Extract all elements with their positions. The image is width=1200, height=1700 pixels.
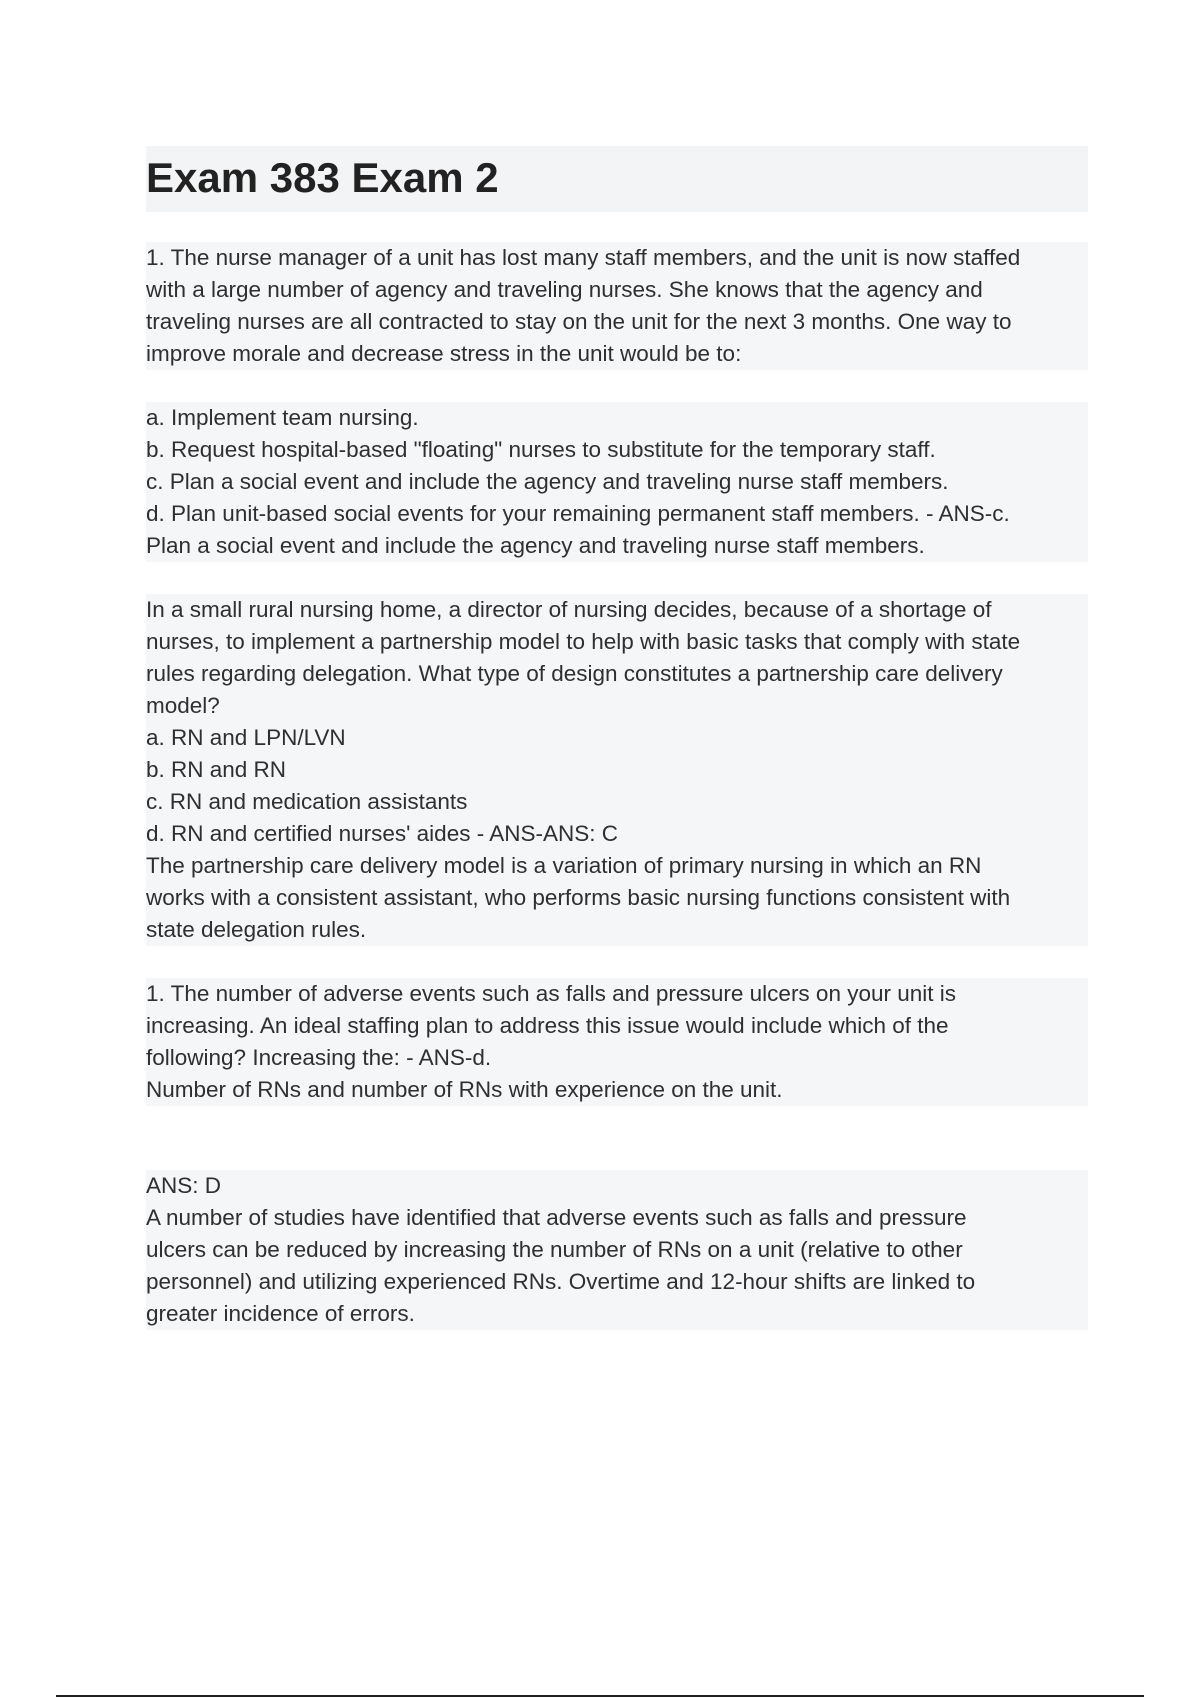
q3-rationale-line: ulcers can be reduced by increasing the number of RNs on a unit (relative to other [146, 1234, 1088, 1266]
q1-answer: Plan a social event and include the agency and traveling nurse staff members. [146, 530, 1088, 562]
q2-stem-line: In a small rural nursing home, a director of nursing decides, because of a shortage of [146, 594, 1088, 626]
q1-stem-line: improve morale and decrease stress in the unit would be to: [146, 338, 1088, 370]
q1-stem-line: with a large number of agency and traveling nurses. She knows that the agency and [146, 274, 1088, 306]
q2-option-d: d. RN and certified nurses' aides - ANS-ANS: C [146, 818, 1088, 850]
q2-rationale-line: The partnership care delivery model is a variation of primary nursing in which an RN [146, 850, 1088, 882]
q3-rationale-line: personnel) and utilizing experienced RNs. Overtime and 12-hour shifts are linked to [146, 1266, 1088, 1298]
spacer [146, 1106, 1088, 1170]
document-body [146, 242, 1088, 1330]
q2-stem-line: nurses, to implement a partnership model to help with basic tasks that comply with state [146, 626, 1088, 658]
q2-option-a: a. RN and LPN/LVN [146, 722, 1088, 754]
spacer [146, 562, 1088, 594]
q3-stem-line: following? Increasing the: - ANS-d. [146, 1042, 1088, 1074]
q2-option-b: b. RN and RN [146, 754, 1088, 786]
question-3 [146, 978, 1088, 1330]
q3-stem-line: increasing. An ideal staffing plan to address this issue would include which of the [146, 1010, 1088, 1042]
q1-option-b: b. Request hospital-based "floating" nurses to substitute for the temporary staff. [146, 434, 1088, 466]
q1-option-a: a. Implement team nursing. [146, 402, 1088, 434]
q3-stem-line: 1. The number of adverse events such as falls and pressure ulcers on your unit is [146, 978, 1088, 1010]
q2-option-c: c. RN and medication assistants [146, 786, 1088, 818]
q3-rationale-line: A number of studies have identified that adverse events such as falls and pressure [146, 1202, 1088, 1234]
q2-stem-line: rules regarding delegation. What type of design constitutes a partnership care delivery [146, 658, 1088, 690]
q1-option-d: d. Plan unit-based social events for your remaining permanent staff members. - ANS-c. [146, 498, 1088, 530]
page-title: Exam 383 Exam 2 [146, 154, 499, 201]
q2-rationale-line: works with a consistent assistant, who performs basic nursing functions consistent with [146, 882, 1088, 914]
q2-stem-line: model? [146, 690, 1088, 722]
title-block [146, 146, 1088, 212]
q3-answer-label: ANS: D [146, 1170, 1088, 1202]
q2-rationale-line: state delegation rules. [146, 914, 1088, 946]
footer-divider [56, 1695, 1144, 1697]
question-1 [146, 242, 1088, 562]
q1-option-c: c. Plan a social event and include the agency and traveling nurse staff members. [146, 466, 1088, 498]
q1-stem-line: 1. The nurse manager of a unit has lost many staff members, and the unit is now staffed [146, 242, 1088, 274]
spacer [146, 946, 1088, 978]
q1-stem-line: traveling nurses are all contracted to stay on the unit for the next 3 months. One way to [146, 306, 1088, 338]
q3-rationale-line: greater incidence of errors. [146, 1298, 1088, 1330]
spacer [146, 370, 1088, 402]
question-2 [146, 594, 1088, 946]
q3-answer-text: Number of RNs and number of RNs with experience on the unit. [146, 1074, 1088, 1106]
